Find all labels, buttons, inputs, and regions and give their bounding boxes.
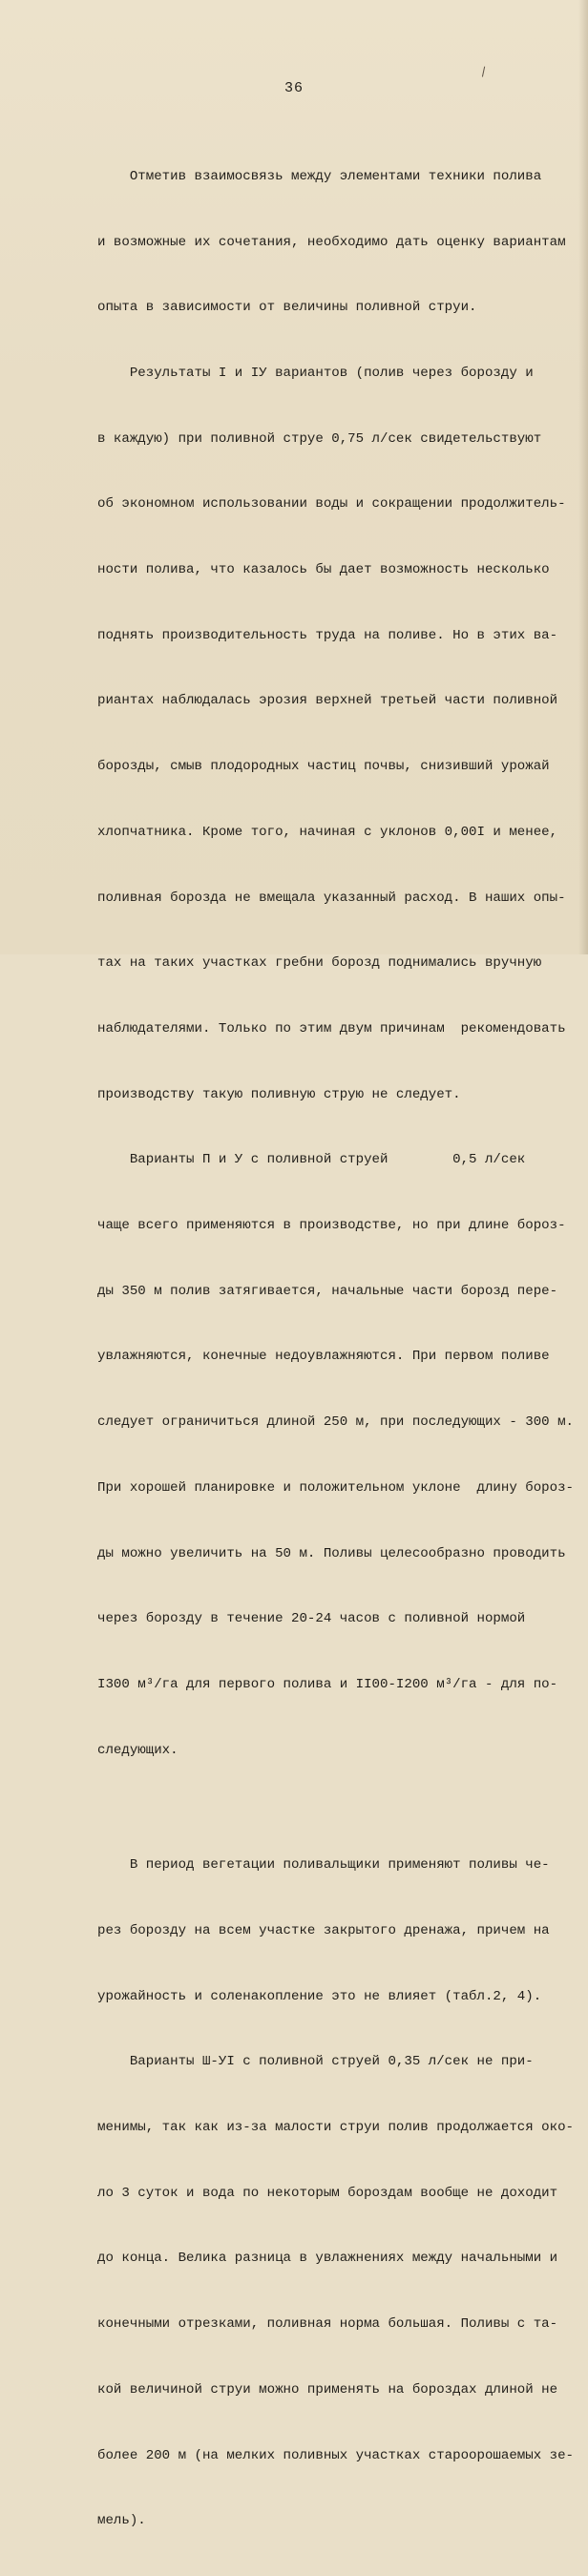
pencil-mark: [482, 67, 489, 78]
text-line: ды 350 м полив затягивается, начальные части борозд пере-: [97, 1283, 558, 1299]
text-line: поднять производительность труда на поливе. Но в этих ва-: [97, 627, 558, 643]
text-line: борозды, смыв плодородных частиц почвы, снизивший урожай: [97, 759, 550, 775]
text-line: I300 м³/га для первого полива и II00-I200 м³/га - для по-: [97, 1676, 558, 1692]
text-line: через борозду в течение 20-24 часов с поливной нормой: [97, 1611, 526, 1627]
text-line: урожайность и соленакопление это не влияет (табл.2, 4).: [97, 1988, 542, 2004]
text-line: мель).: [97, 2513, 146, 2529]
text-line: Отметив взаимосвязь между элементами техники полива: [97, 168, 542, 184]
text-line: до конца. Велика разница в увлажнениях между начальными и: [97, 2251, 558, 2267]
text-line: ности полива, что казалось бы дает возможность несколько: [97, 562, 550, 578]
page-number: 36: [284, 80, 304, 96]
body-text: [97, 122, 575, 2576]
text-line: рез борозду на всем участке закрытого дренажа, причем на: [97, 1922, 550, 1938]
text-line: об экономном использовании воды и сокращении продолжитель-: [97, 496, 566, 513]
text-line: ды можно увеличить на 50 м. Поливы целесообразно проводить: [97, 1545, 566, 1561]
text-line: В период вегетации поливальщики применяют поливы че-: [97, 1857, 550, 1874]
text-line: При хорошей планировке и положительном уклоне длину бороз-: [97, 1479, 574, 1496]
text-line: конечными отрезками, поливная норма большая. Поливы с та-: [97, 2316, 558, 2333]
text-line: поливная борозда не вмещала указанный расход. В наших опы-: [97, 890, 566, 906]
text-line: ло 3 суток и вода по некоторым бороздам вообще не доходит: [97, 2185, 558, 2201]
text-line: и возможные их сочетания, необходимо дать оценку вариантам: [97, 234, 566, 250]
text-line: Варианты Ш-УI с поливной струей 0,35 л/сек не при-: [97, 2054, 534, 2070]
text-line: чаще всего применяются в производстве, но при длине бороз-: [97, 1218, 566, 1234]
text-line: тах на таких участках гребни борозд поднимались вручную: [97, 955, 542, 972]
paragraph-gap: [97, 1805, 575, 1811]
text-line: в каждую) при поливной струе 0,75 л/сек свидетельствуют: [97, 430, 542, 447]
text-line: следующих.: [97, 1742, 178, 1758]
page-edge-shadow: [578, 0, 588, 954]
text-line: более 200 м (на мелких поливных участках староорошаемых зе-: [97, 2447, 574, 2463]
text-line: Результаты I и IУ вариантов (полив через борозду и: [97, 365, 534, 381]
text-line: опыта в зависимости от величины поливной струи.: [97, 300, 477, 316]
text-line: производству такую поливную струю не следует.: [97, 1086, 461, 1102]
text-line: увлажняются, конечные недоувлажняются. При первом поливе: [97, 1349, 550, 1365]
text-line: риантах наблюдалась эрозия верхней третьей части поливной: [97, 693, 558, 709]
text-line: наблюдателями. Только по этим двум причинам рекомендовать: [97, 1020, 566, 1037]
text-line: Варианты П и У с поливной струей 0,5 л/сек: [97, 1152, 526, 1168]
text-line: кой величиной струи можно применять на бороздах длиной не: [97, 2381, 558, 2398]
text-line: следует ограничиться длиной 250 м, при последующих - 300 м.: [97, 1414, 574, 1431]
text-line: менимы, так как из-за малости струи полив продолжается око-: [97, 2120, 574, 2136]
text-line: хлопчатника. Кроме того, начиная с уклонов 0,00I и менее,: [97, 824, 558, 840]
